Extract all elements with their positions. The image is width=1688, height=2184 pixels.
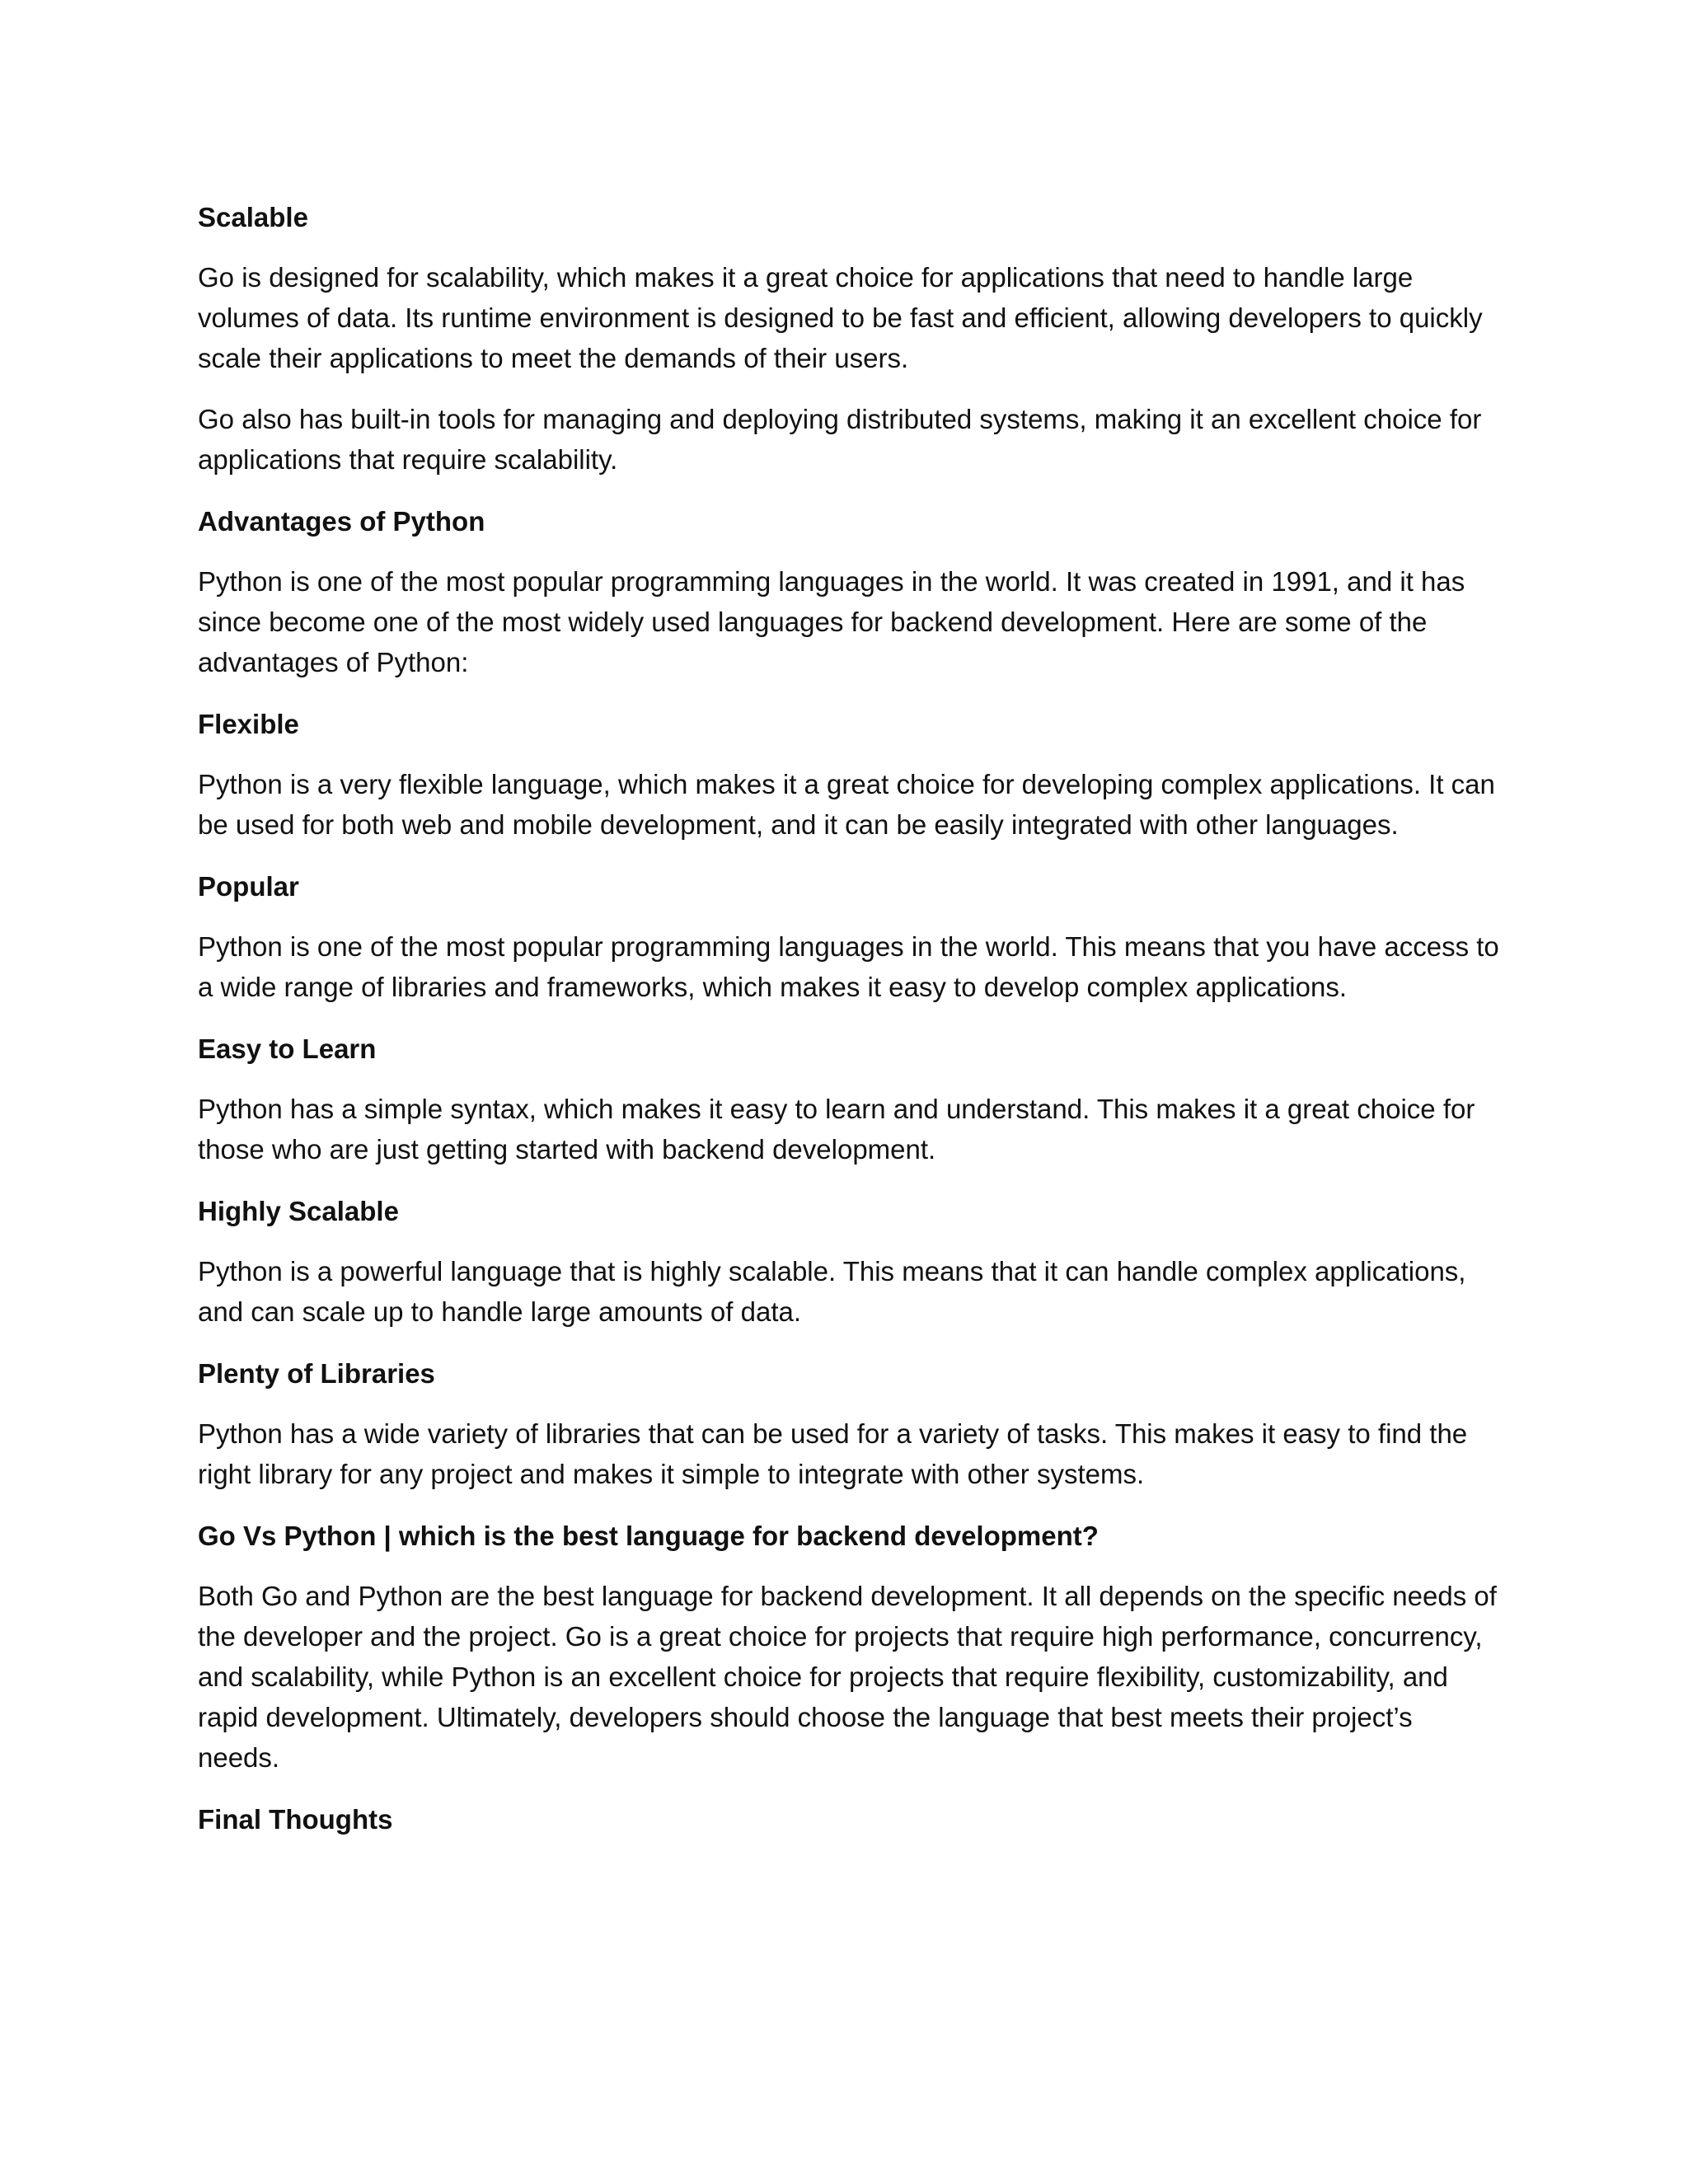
heading-go-vs-python: Go Vs Python | which is the best language for backend development? [198, 1521, 1099, 1551]
paragraph: Python is a very flexible language, which makes it a great choice for developing complex applications. It can be used for both web and mobile development, and it can be easily integrated with other languages. [198, 769, 1495, 840]
heading-highly-scalable: Highly Scalable [198, 1196, 399, 1226]
paragraph: Go also has built-in tools for managing and deploying distributed systems, making it an excellent choice for applications that require scalability. [198, 404, 1482, 475]
paragraph: Python is a powerful language that is highly scalable. This means that it can handle complex applications, and can scale up to handle large amounts of data. [198, 1256, 1466, 1327]
heading-plenty-of-libraries: Plenty of Libraries [198, 1358, 435, 1389]
paragraph: Python is one of the most popular programming languages in the world. It was created in 1991, and it has since become one of the most widely used languages for backend development. Here are some of the advantages of Python: [198, 566, 1465, 677]
paragraph: Python is one of the most popular programming languages in the world. This means that you have access to a wide range of libraries and frameworks, which makes it easy to develop complex applications. [198, 931, 1499, 1002]
paragraph: Both Go and Python are the best language for backend development. It all depends on the specific needs of the developer and the project. Go is a great choice for projects that require high performance, concurrency, and scalability, while Python is an excellent choice for projects that require flexibility, customizability, and rapid development. Ultimately, developers should choose the language that best meets their project’s needs. [198, 1581, 1497, 1773]
heading-easy-to-learn: Easy to Learn [198, 1033, 377, 1064]
heading-flexible: Flexible [198, 709, 299, 739]
paragraph: Go is designed for scalability, which makes it a great choice for applications that need to handle large volumes of data. Its runtime environment is designed to be fast and efficient, allowing developers to quickly scale their applications to meet the demands of their users. [198, 262, 1483, 373]
heading-popular: Popular [198, 871, 299, 902]
heading-advantages-of-python: Advantages of Python [198, 506, 485, 537]
paragraph: Python has a wide variety of libraries that can be used for a variety of tasks. This makes it easy to find the right library for any project and makes it simple to integrate with other systems. [198, 1418, 1468, 1489]
heading-final-thoughts: Final Thoughts [198, 1804, 393, 1835]
heading-scalable: Scalable [198, 202, 308, 232]
paragraph: Python has a simple syntax, which makes it easy to learn and understand. This makes it a great choice for those who are just getting started with backend development. [198, 1094, 1475, 1165]
document-body [198, 196, 1500, 1859]
